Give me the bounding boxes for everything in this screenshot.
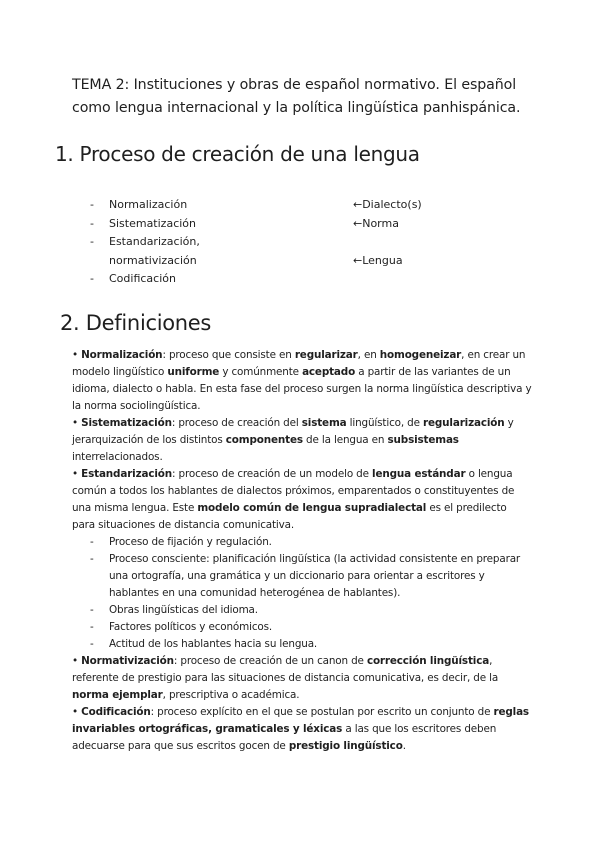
text: , en xyxy=(357,349,380,361)
definition-codificacion xyxy=(72,704,532,755)
text: , referente de prestigio para las situaciones de distancia comunicativa, es decir, de la xyxy=(72,655,499,684)
text: o lengua común a todos los hablantes de dialectos próximos, emparentados o constituyentes de una misma lengua. Este xyxy=(72,468,515,514)
process-label: normativización xyxy=(109,253,197,267)
keyword: regularización xyxy=(423,417,505,429)
keyword: regularizar xyxy=(294,349,358,361)
term: Estandarización xyxy=(81,468,173,480)
process-dash: - xyxy=(90,272,94,285)
term: Normativización xyxy=(81,655,174,667)
list-item-text: Factores políticos y económicos. xyxy=(109,621,273,633)
keyword: reglas invariables ortográficas, gramaticales y léxicas xyxy=(72,706,529,735)
topic-heading xyxy=(72,74,542,120)
process-dash: - xyxy=(90,235,94,248)
text: : proceso de creación de un canon de xyxy=(173,655,367,667)
process-item xyxy=(90,252,490,271)
process-label: Codificación xyxy=(109,272,176,285)
definitions xyxy=(72,347,532,755)
term: Normalización xyxy=(81,349,163,361)
process-list xyxy=(90,196,490,289)
topic-line-1: TEMA 2: Instituciones y obras de español normativo. El español xyxy=(72,77,517,93)
bullet: • xyxy=(72,655,82,667)
dash: - xyxy=(90,553,94,565)
list-item-text: Actitud de los hablantes hacia su lengua. xyxy=(109,638,318,650)
process-dash: - xyxy=(90,198,94,211)
text: y comúnmente xyxy=(219,366,303,378)
bullet: • xyxy=(72,349,82,361)
list-item xyxy=(72,619,532,636)
text: lingüístico, de xyxy=(346,417,424,429)
process-dash: - xyxy=(90,216,94,230)
topic-line-2: como lengua internacional y la política lingüística panhispánica. xyxy=(72,100,521,116)
keyword: aceptado xyxy=(302,366,356,378)
estandarizacion-subitems xyxy=(72,534,532,653)
term: Sistematización xyxy=(81,417,172,429)
keyword: lengua estándar xyxy=(372,468,466,480)
dash: - xyxy=(90,536,94,548)
process-label: Normalización xyxy=(109,198,188,211)
list-item-text: Proceso consciente: planificación lingüística (la actividad consistente en preparar una ortografía, una gramática y un diccionario para orientar a escritores y hablantes en una comunidad heterogénea de hablantes). xyxy=(109,553,521,599)
text: : proceso que consiste en xyxy=(162,349,295,361)
term: Codificación xyxy=(81,706,151,718)
text: interrelacionados. xyxy=(72,451,163,463)
definition-estandarizacion xyxy=(72,466,532,534)
process-item xyxy=(90,270,490,289)
bullet: • xyxy=(72,706,82,718)
process-item xyxy=(90,196,490,215)
process-item xyxy=(90,233,490,252)
text: : proceso de creación de un modelo de xyxy=(172,468,373,480)
keyword: homogeneizar xyxy=(379,349,462,361)
dash: - xyxy=(90,621,94,633)
process-label: Estandarización, xyxy=(109,235,200,248)
definition-sistematizacion xyxy=(72,415,532,466)
keyword: sistema xyxy=(301,417,347,429)
text: es el predilecto para situaciones de distancia comunicativa. xyxy=(72,502,507,531)
definition-normalizacion xyxy=(72,347,532,415)
text: , prescriptiva o académica. xyxy=(162,689,300,701)
text: : proceso de creación del xyxy=(171,417,302,429)
text: de la lengua en xyxy=(302,434,388,446)
keyword: prestigio lingüístico xyxy=(288,740,403,752)
list-item xyxy=(72,551,532,602)
text: , en crear un modelo lingüístico xyxy=(72,349,526,378)
dash: - xyxy=(90,604,94,616)
text: : proceso explícito en el que se postulan por escrito un conjunto de xyxy=(150,706,494,718)
bullet: • xyxy=(72,417,82,429)
keyword: subsistemas xyxy=(387,434,459,446)
keyword: componentes xyxy=(225,434,303,446)
list-item xyxy=(72,636,532,653)
process-arrow: ←Dialecto(s) xyxy=(353,198,422,211)
keyword: uniforme xyxy=(167,366,220,378)
process-arrow: ←Lengua xyxy=(353,253,403,267)
dash: - xyxy=(90,638,94,650)
process-arrow: ←Norma xyxy=(353,216,399,230)
text: . xyxy=(402,740,406,752)
process-item xyxy=(90,215,490,234)
section-2-title: 2. Definiciones xyxy=(60,311,212,335)
definition-normativizacion xyxy=(72,653,532,704)
text: a las que los escritores deben adecuarse para que sus escritos gocen de xyxy=(72,723,497,752)
list-item xyxy=(72,534,532,551)
keyword: modelo común de lengua supradialectal xyxy=(197,502,427,514)
list-item-text: Obras lingüísticas del idioma. xyxy=(109,604,258,616)
section-1-title: 1. Proceso de creación de una lengua xyxy=(55,142,420,166)
list-item xyxy=(72,602,532,619)
list-item-text: Proceso de fijación y regulación. xyxy=(109,536,272,548)
process-label: Sistematización xyxy=(109,216,196,230)
bullet: • xyxy=(72,468,82,480)
text: y jerarquización de los distintos xyxy=(72,417,514,446)
text: a partir de las variantes de un idioma, dialecto o habla. En esta fase del proceso surgen la norma lingüística descriptiva y la norma sociolingüística. xyxy=(72,366,532,412)
keyword: norma ejemplar xyxy=(72,689,163,701)
keyword: corrección lingüística xyxy=(366,655,490,667)
